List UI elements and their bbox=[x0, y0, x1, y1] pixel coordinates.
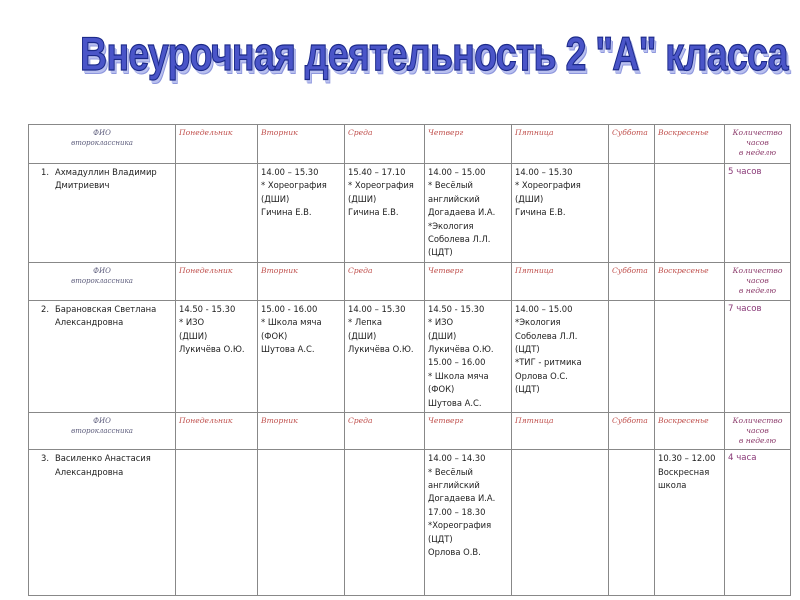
student-name: Ахмадуллин Владимир Дмитриевич bbox=[55, 167, 157, 191]
activity-details: * ИЗО (ДШИ) Лукичёва О.Ю. bbox=[428, 317, 494, 355]
activity-time: 14.50 - 15.30 bbox=[179, 303, 236, 314]
weekly-hours: 7 часов bbox=[725, 300, 791, 412]
schedule-cell-wednesday bbox=[345, 300, 425, 412]
schedule-cell-tuesday bbox=[258, 164, 345, 263]
header-hours: Количество часов в неделю bbox=[725, 262, 791, 300]
header-row bbox=[29, 262, 791, 300]
activity-entry bbox=[348, 303, 421, 357]
schedule-cell-monday bbox=[176, 164, 258, 263]
header-hours: Количество часов в неделю bbox=[725, 125, 791, 164]
activity-entry bbox=[428, 166, 508, 260]
schedule-cell-saturday bbox=[609, 450, 655, 596]
header-tuesday: Вторник bbox=[258, 413, 345, 450]
weekly-hours: 5 часов bbox=[725, 164, 791, 263]
header-friday: Пятница bbox=[512, 125, 609, 164]
schedule-cell-monday bbox=[176, 450, 258, 596]
header-sunday: Воскресенье bbox=[655, 413, 725, 450]
activity-time: 17.00 – 18.30 bbox=[428, 506, 486, 517]
weekly-hours: 4 часа bbox=[725, 450, 791, 596]
activity-time: 14.00 – 15.00 bbox=[428, 167, 486, 177]
activity-entry bbox=[428, 452, 508, 506]
header-fio: ФИО второкласcника bbox=[29, 262, 176, 300]
header-wednesday: Среда bbox=[345, 413, 425, 450]
header-row bbox=[29, 125, 791, 164]
activity-entry bbox=[428, 506, 508, 560]
activity-time: 15.00 - 16.00 bbox=[261, 303, 318, 314]
schedule-cell-saturday bbox=[609, 300, 655, 412]
activity-details: * Хореография (ДШИ) Гичина Е.В. bbox=[261, 180, 327, 218]
activity-details: * Хореография (ДШИ) Гичина Е.В. bbox=[515, 180, 581, 218]
student-name-cell bbox=[29, 300, 176, 412]
header-monday: Понедельник bbox=[176, 262, 258, 300]
header-wednesday: Среда bbox=[345, 262, 425, 300]
header-tuesday: Вторник bbox=[258, 125, 345, 164]
activity-entry bbox=[348, 166, 421, 220]
schedule-cell-thursday bbox=[425, 300, 512, 412]
student-number: 2. bbox=[41, 303, 49, 314]
header-sunday: Воскресенье bbox=[655, 125, 725, 164]
student-name-cell bbox=[29, 450, 176, 596]
header-monday: Понедельник bbox=[176, 125, 258, 164]
header-saturday: Суббота bbox=[609, 125, 655, 164]
activity-entry bbox=[428, 356, 508, 410]
schedule-cell-friday bbox=[512, 450, 609, 596]
schedule-cell-friday bbox=[512, 164, 609, 263]
activity-details: * ИЗО (ДШИ) Лукичёва О.Ю. bbox=[179, 317, 245, 355]
activity-time: 10.30 – 12.00 bbox=[658, 453, 716, 464]
header-tuesday: Вторник bbox=[258, 262, 345, 300]
schedule-cell-sunday bbox=[655, 300, 725, 412]
activity-time: 14.00 – 15.30 bbox=[348, 303, 406, 314]
header-row bbox=[29, 413, 791, 450]
header-hours: Количество часов в неделю bbox=[725, 413, 791, 450]
activity-details: * Хореография (ДШИ) Гичина Е.В. bbox=[348, 180, 414, 218]
activity-time: 14.00 – 14.30 bbox=[428, 453, 486, 464]
schedule-cell-wednesday bbox=[345, 450, 425, 596]
activity-details: * Весёлый английский Догадаева И.А. *Экология Соболева Л.Л. (ЦДТ) bbox=[428, 180, 496, 258]
activity-entry bbox=[515, 166, 605, 220]
activity-time: 14.00 – 15.00 bbox=[515, 303, 573, 314]
schedule-cell-wednesday bbox=[345, 164, 425, 263]
activity-entry bbox=[428, 303, 508, 357]
activity-details: *Хореография (ЦДТ) Орлова О.В. bbox=[428, 520, 492, 557]
schedule-table bbox=[28, 124, 791, 596]
schedule-cell-monday bbox=[176, 300, 258, 412]
student-row bbox=[29, 164, 791, 263]
page-title: Внеурочная деятельность 2 "А" класса bbox=[80, 27, 788, 80]
activity-time: 14.00 – 15.30 bbox=[261, 167, 319, 177]
header-saturday: Суббота bbox=[609, 262, 655, 300]
header-thursday: Четверг bbox=[425, 413, 512, 450]
header-friday: Пятница bbox=[512, 262, 609, 300]
student-name: Василенко Анастасия Александровна bbox=[55, 453, 151, 477]
header-wednesday: Среда bbox=[345, 125, 425, 164]
schedule-cell-thursday bbox=[425, 164, 512, 263]
activity-details: Воскресная школа bbox=[658, 466, 710, 490]
activity-details: * Лепка (ДШИ) Лукичёва О.Ю. bbox=[348, 317, 414, 355]
activity-time: 14.50 - 15.30 bbox=[428, 303, 485, 314]
activity-time: 15.00 – 16.00 bbox=[428, 357, 486, 368]
schedule-cell-sunday bbox=[655, 164, 725, 263]
header-thursday: Четверг bbox=[425, 262, 512, 300]
header-friday: Пятница bbox=[512, 413, 609, 450]
activity-time: 14.00 – 15.30 bbox=[515, 167, 573, 177]
header-monday: Понедельник bbox=[176, 413, 258, 450]
activity-entry bbox=[179, 303, 254, 357]
activity-entry bbox=[261, 303, 341, 357]
student-number: 1. bbox=[41, 167, 49, 177]
header-saturday: Суббота bbox=[609, 413, 655, 450]
student-name-cell bbox=[29, 164, 176, 263]
activity-details: * Школа мяча (ФОК) Шутова А.С. bbox=[261, 317, 322, 355]
header-fio: ФИО второкласcника bbox=[29, 125, 176, 164]
student-row bbox=[29, 450, 791, 596]
schedule-cell-saturday bbox=[609, 164, 655, 263]
student-number: 3. bbox=[41, 453, 49, 464]
schedule-cell-tuesday bbox=[258, 450, 345, 596]
header-sunday: Воскресенье bbox=[655, 262, 725, 300]
activity-time: 15.40 – 17.10 bbox=[348, 167, 406, 177]
student-row bbox=[29, 300, 791, 412]
activity-entry bbox=[261, 166, 341, 220]
schedule-cell-tuesday bbox=[258, 300, 345, 412]
header-thursday: Четверг bbox=[425, 125, 512, 164]
activity-entry bbox=[658, 452, 721, 492]
activity-details: *Экология Соболева Л.Л. (ЦДТ) *ТИГ - ритмика Орлова О.С. (ЦДТ) bbox=[515, 317, 582, 395]
activity-entry bbox=[515, 303, 605, 397]
activity-details: * Весёлый английский Догадаева И.А. bbox=[428, 466, 496, 504]
student-name: Барановская Светлана Александровна bbox=[55, 303, 157, 328]
schedule-cell-thursday bbox=[425, 450, 512, 596]
schedule-cell-sunday bbox=[655, 450, 725, 596]
schedule-cell-friday bbox=[512, 300, 609, 412]
activity-details: * Школа мяча (ФОК) Шутова А.С. bbox=[428, 370, 489, 408]
header-fio: ФИО второкласcника bbox=[29, 413, 176, 450]
